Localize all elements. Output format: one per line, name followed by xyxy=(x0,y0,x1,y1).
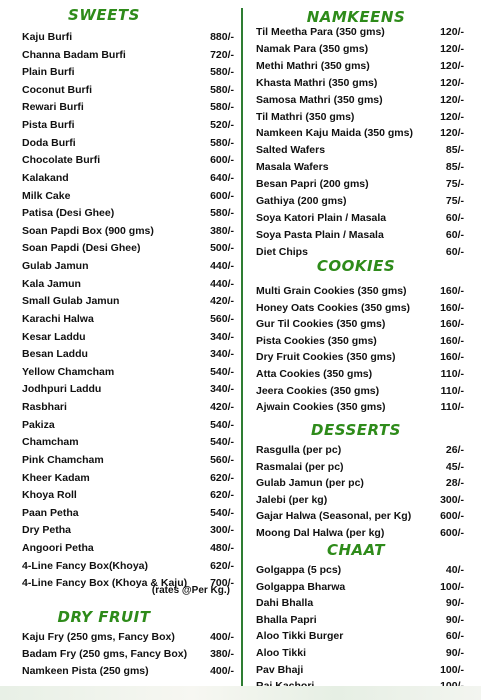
menu-item-name: Kalakand xyxy=(22,171,69,184)
menu-item-price: 160/- xyxy=(440,318,464,331)
menu-item-price: 60/- xyxy=(445,211,464,224)
menu-item-name: Namkeen Pista (250 gms) xyxy=(22,665,149,677)
menu-item-price: 500/- xyxy=(210,242,234,255)
menu-item xyxy=(248,210,464,226)
menu-item-price: 110/- xyxy=(440,401,464,414)
menu-item xyxy=(14,135,234,151)
menu-item-price: 420/- xyxy=(210,401,234,414)
menu-item xyxy=(14,152,234,168)
menu-item-name: Jeera Cookies (350 gms) xyxy=(256,384,380,397)
menu-item xyxy=(14,364,234,380)
menu-item-name: Soan Papdi Box (900 gms) xyxy=(22,224,154,237)
menu-item-price: 700/- xyxy=(210,577,234,590)
menu-item-price: 160/- xyxy=(440,301,464,314)
menu-item-name: Diet Chips xyxy=(256,245,308,258)
menu-item xyxy=(248,595,464,611)
menu-item-name: Soya Pasta Plain / Masala xyxy=(256,228,384,241)
menu-item-name: Ajwain Cookies (350 gms) xyxy=(256,401,386,414)
menu-item-price: 560/- xyxy=(210,453,234,466)
menu-item-name: Gulab Jamun xyxy=(22,260,89,273)
menu-item-name: Milk Cake xyxy=(22,189,71,202)
menu-item-price: 880/- xyxy=(210,31,234,43)
menu-item-price: 120/- xyxy=(440,42,464,55)
chaat-heading: CHAAT xyxy=(326,541,386,559)
menu-item xyxy=(248,333,464,349)
menu-item-name: Paan Petha xyxy=(22,506,79,519)
menu-item-price: 160/- xyxy=(440,351,464,364)
menu-item-price: 120/- xyxy=(440,26,464,38)
menu-item xyxy=(14,381,234,397)
menu-item xyxy=(248,176,464,192)
menu-item-name: Khoya Roll xyxy=(22,489,77,502)
menu-item xyxy=(14,47,234,63)
menu-item xyxy=(14,663,234,679)
menu-item-name: Salted Wafers xyxy=(256,144,326,157)
menu-item xyxy=(14,311,234,327)
menu-item xyxy=(14,258,234,274)
menu-item xyxy=(248,24,464,40)
menu-item xyxy=(14,82,234,98)
menu-item-name: Dry Petha xyxy=(22,524,72,537)
menu-item xyxy=(14,646,234,662)
menu-item-price: 720/- xyxy=(210,48,234,61)
menu-item xyxy=(248,562,464,578)
menu-item-price: 45/- xyxy=(445,460,464,473)
menu-item-price: 340/- xyxy=(210,348,234,361)
menu-item xyxy=(14,329,234,345)
menu-item-price: 300/- xyxy=(210,524,234,537)
menu-item-name: Moong Dal Halwa (per kg) xyxy=(256,527,385,539)
menu-item-price: 400/- xyxy=(210,631,234,643)
right-column xyxy=(248,0,464,700)
menu-item xyxy=(248,525,464,541)
menu-item-name: Plain Burfi xyxy=(22,66,75,79)
menu-item-price: 85/- xyxy=(445,144,464,157)
menu-item-price: 540/- xyxy=(210,365,234,378)
menu-item xyxy=(14,117,234,133)
menu-item xyxy=(248,579,464,595)
menu-item-name: Kala Jamun xyxy=(22,277,81,290)
menu-item-name: Gulab Jamun (per pc) xyxy=(256,477,364,490)
desserts-heading: DESSERTS xyxy=(311,421,401,439)
menu-item xyxy=(14,434,234,450)
menu-item-price: 60/- xyxy=(445,245,464,258)
menu-item xyxy=(248,492,464,508)
menu-item xyxy=(248,316,464,332)
menu-item-name: Atta Cookies (350 gms) xyxy=(256,368,373,380)
menu-item xyxy=(248,142,464,158)
menu-item-name: Namak Para (350 gms) xyxy=(256,42,369,55)
menu-item xyxy=(248,227,464,243)
menu-item xyxy=(248,58,464,74)
menu-item-name: Dry Fruit Cookies (350 gms) xyxy=(256,351,396,364)
menu-item-name: Small Gulab Jamun xyxy=(22,295,120,308)
menu-item-name: Pav Bhaji xyxy=(256,663,304,676)
menu-item xyxy=(248,75,464,91)
menu-item-name: Til Mathri (350 gms) xyxy=(256,110,355,123)
menu-item-price: 90/- xyxy=(445,613,464,626)
menu-item-price: 480/- xyxy=(210,541,234,554)
menu-item-price: 580/- xyxy=(210,83,234,96)
sweets-heading: SWEETS xyxy=(68,6,140,24)
menu-item xyxy=(14,240,234,256)
menu-item-price: 110/- xyxy=(440,384,464,397)
menu-item xyxy=(248,109,464,125)
sweets-rate-note: (rates @Per Kg.) xyxy=(151,585,230,596)
menu-item-price: 600/- xyxy=(440,527,464,539)
menu-item xyxy=(14,276,234,292)
menu-item-price: 600/- xyxy=(440,510,464,523)
menu-item-name: Doda Burfi xyxy=(22,136,76,149)
menu-item-price: 540/- xyxy=(210,436,234,449)
menu-item-price: 520/- xyxy=(210,119,234,132)
menu-item xyxy=(248,283,464,299)
menu-item-price: 580/- xyxy=(210,136,234,149)
menu-item xyxy=(248,628,464,644)
menu-item-price: 40/- xyxy=(445,564,464,576)
menu-item-name: Kaju Burfi xyxy=(22,31,73,43)
menu-item xyxy=(14,29,234,45)
food-photo-strip xyxy=(0,686,481,700)
menu-item-name: Jodhpuri Laddu xyxy=(22,383,102,396)
menu-item-price: 120/- xyxy=(440,59,464,72)
menu-item-price: 640/- xyxy=(210,171,234,184)
menu-item xyxy=(248,662,464,678)
menu-item-name: Besan Laddu xyxy=(22,348,88,361)
menu-item-price: 90/- xyxy=(445,597,464,610)
menu-item-name: Til Meetha Para (350 gms) xyxy=(256,26,385,38)
menu-item xyxy=(248,645,464,661)
menu-item xyxy=(14,99,234,115)
menu-item-price: 75/- xyxy=(445,195,464,207)
menu-item-price: 60/- xyxy=(445,630,464,643)
menu-item-name: Jalebi (per kg) xyxy=(256,493,328,506)
menu-item-name: Yellow Chamcham xyxy=(22,365,115,378)
menu-item-name: Methi Mathri (350 gms) xyxy=(256,59,370,72)
menu-item-price: 400/- xyxy=(210,665,234,677)
menu-item-name: Gathiya (200 gms) xyxy=(256,195,347,207)
menu-item-name: Chocolate Burfi xyxy=(22,154,101,167)
menu-item-price: 440/- xyxy=(210,277,234,290)
menu-item-price: 120/- xyxy=(440,110,464,123)
menu-item-price: 28/- xyxy=(445,477,464,490)
menu-item-price: 90/- xyxy=(445,647,464,659)
menu-item-name: Golgappa (5 pcs) xyxy=(256,564,342,576)
menu-item xyxy=(248,300,464,316)
menu-item-name: Golgappa Bharwa xyxy=(256,580,346,593)
menu-item-name: Aloo Tikki Burger xyxy=(256,630,344,643)
menu-item xyxy=(14,205,234,221)
menu-item xyxy=(14,558,234,574)
menu-item-price: 600/- xyxy=(210,154,234,167)
menu-item-price: 420/- xyxy=(210,295,234,308)
menu-item-price: 100/- xyxy=(440,580,464,593)
menu-item-name: Kesar Laddu xyxy=(22,330,86,343)
menu-item-name: Patisa (Desi Ghee) xyxy=(22,207,115,220)
menu-item-price: 160/- xyxy=(440,334,464,347)
menu-item-price: 120/- xyxy=(440,76,464,89)
menu-item xyxy=(14,188,234,204)
menu-item-name: Kaju Fry (250 gms, Fancy Box) xyxy=(22,631,175,643)
namkeens-heading: NAMKEENS xyxy=(306,8,406,26)
menu-item-price: 85/- xyxy=(445,161,464,174)
menu-item-price: 300/- xyxy=(440,493,464,506)
menu-item xyxy=(14,417,234,433)
menu-item xyxy=(14,452,234,468)
menu-item-name: Gajar Halwa (Seasonal, per Kg) xyxy=(256,510,412,523)
menu-item-name: Rewari Burfi xyxy=(22,101,84,114)
menu-item-name: Multi Grain Cookies (350 gms) xyxy=(256,285,407,297)
menu-item xyxy=(14,505,234,521)
menu-item-name: Pista Cookies (350 gms) xyxy=(256,334,377,347)
menu-item-price: 440/- xyxy=(210,260,234,273)
menu-item-name: Soya Katori Plain / Masala xyxy=(256,211,387,224)
menu-item-price: 540/- xyxy=(210,418,234,431)
menu-item-price: 110/- xyxy=(440,368,464,380)
menu-item-price: 120/- xyxy=(440,93,464,106)
left-column xyxy=(14,0,234,700)
menu-item-name: Coconut Burfi xyxy=(22,83,92,96)
menu-item-name: Masala Wafers xyxy=(256,161,329,174)
menu-item-price: 60/- xyxy=(445,228,464,241)
menu-item xyxy=(248,612,464,628)
menu-item xyxy=(248,475,464,491)
menu-item xyxy=(14,522,234,538)
menu-item-name: Besan Papri (200 gms) xyxy=(256,178,369,191)
menu-item-name: Pakiza xyxy=(22,418,55,431)
menu-item xyxy=(14,399,234,415)
menu-item xyxy=(248,508,464,524)
menu-item-name: Karachi Halwa xyxy=(22,312,94,325)
menu-item-price: 160/- xyxy=(440,285,464,297)
menu-item xyxy=(14,470,234,486)
menu-item-name: 4-Line Fancy Box (Khoya & Kaju) xyxy=(22,577,188,590)
menu-item xyxy=(248,159,464,175)
menu-item-name: Dahi Bhalla xyxy=(256,597,314,610)
menu-item-name: Rasbhari xyxy=(22,401,67,414)
menu-item-name: Channa Badam Burfi xyxy=(22,48,126,61)
menu-item-name: Kheer Kadam xyxy=(22,471,90,484)
menu-item-price: 120/- xyxy=(440,127,464,140)
menu-item-name: Soan Papdi (Desi Ghee) xyxy=(22,242,141,255)
menu-item-name: Namkeen Kaju Maida (350 gms) xyxy=(256,127,413,140)
menu-item xyxy=(248,442,464,458)
menu-item xyxy=(248,125,464,141)
menu-item-name: Honey Oats Cookies (350 gms) xyxy=(256,301,411,314)
menu-item-name: Rasgulla (per pc) xyxy=(256,444,342,456)
menu-item xyxy=(248,92,464,108)
menu-item-price: 540/- xyxy=(210,506,234,519)
menu-item xyxy=(14,346,234,362)
menu-item xyxy=(14,629,234,645)
menu-item-price: 560/- xyxy=(210,312,234,325)
menu-item-price: 75/- xyxy=(445,178,464,191)
menu-item xyxy=(248,383,464,399)
menu-item xyxy=(248,349,464,365)
menu-item-price: 100/- xyxy=(440,663,464,676)
menu-item xyxy=(14,170,234,186)
menu-item-price: 620/- xyxy=(210,471,234,484)
menu-item xyxy=(248,459,464,475)
dry-fruit-heading: DRY FRUIT xyxy=(57,608,151,626)
column-divider xyxy=(241,8,243,690)
menu-item-name: 4-Line Fancy Box(Khoya) xyxy=(22,559,149,572)
menu-item-price: 620/- xyxy=(210,559,234,572)
menu-item xyxy=(14,223,234,239)
menu-item-name: Chamcham xyxy=(22,436,79,449)
menu-item-price: 380/- xyxy=(210,648,234,660)
menu-item-name: Bhalla Papri xyxy=(256,613,317,626)
menu-item-price: 340/- xyxy=(210,383,234,396)
menu-item xyxy=(248,366,464,382)
cookies-heading: COOKIES xyxy=(316,257,396,275)
menu-item-price: 600/- xyxy=(210,189,234,202)
menu-item-price: 380/- xyxy=(210,224,234,237)
menu-item-price: 340/- xyxy=(210,330,234,343)
menu-item-price: 620/- xyxy=(210,489,234,502)
menu-item xyxy=(248,193,464,209)
menu-item-price: 580/- xyxy=(210,66,234,79)
menu-item xyxy=(14,293,234,309)
menu-item-price: 580/- xyxy=(210,207,234,220)
menu-item-name: Angoori Petha xyxy=(22,541,94,554)
menu-item-name: Gur Til Cookies (350 gms) xyxy=(256,318,386,331)
menu-item xyxy=(248,399,464,415)
menu-item-name: Aloo Tikki xyxy=(256,647,306,659)
menu-item-name: Samosa Mathri (350 gms) xyxy=(256,93,383,106)
menu-item-price: 26/- xyxy=(445,444,464,456)
menu-item xyxy=(14,487,234,503)
menu-item-name: Khasta Mathri (350 gms) xyxy=(256,76,378,89)
menu-item xyxy=(14,64,234,80)
menu-item-price: 580/- xyxy=(210,101,234,114)
menu-item-name: Pink Chamcham xyxy=(22,453,104,466)
menu-item-name: Rasmalai (per pc) xyxy=(256,460,344,473)
menu-item xyxy=(14,540,234,556)
menu-item-name: Badam Fry (250 gms, Fancy Box) xyxy=(22,648,188,660)
menu-item xyxy=(248,41,464,57)
menu-item-name: Pista Burfi xyxy=(22,119,75,132)
